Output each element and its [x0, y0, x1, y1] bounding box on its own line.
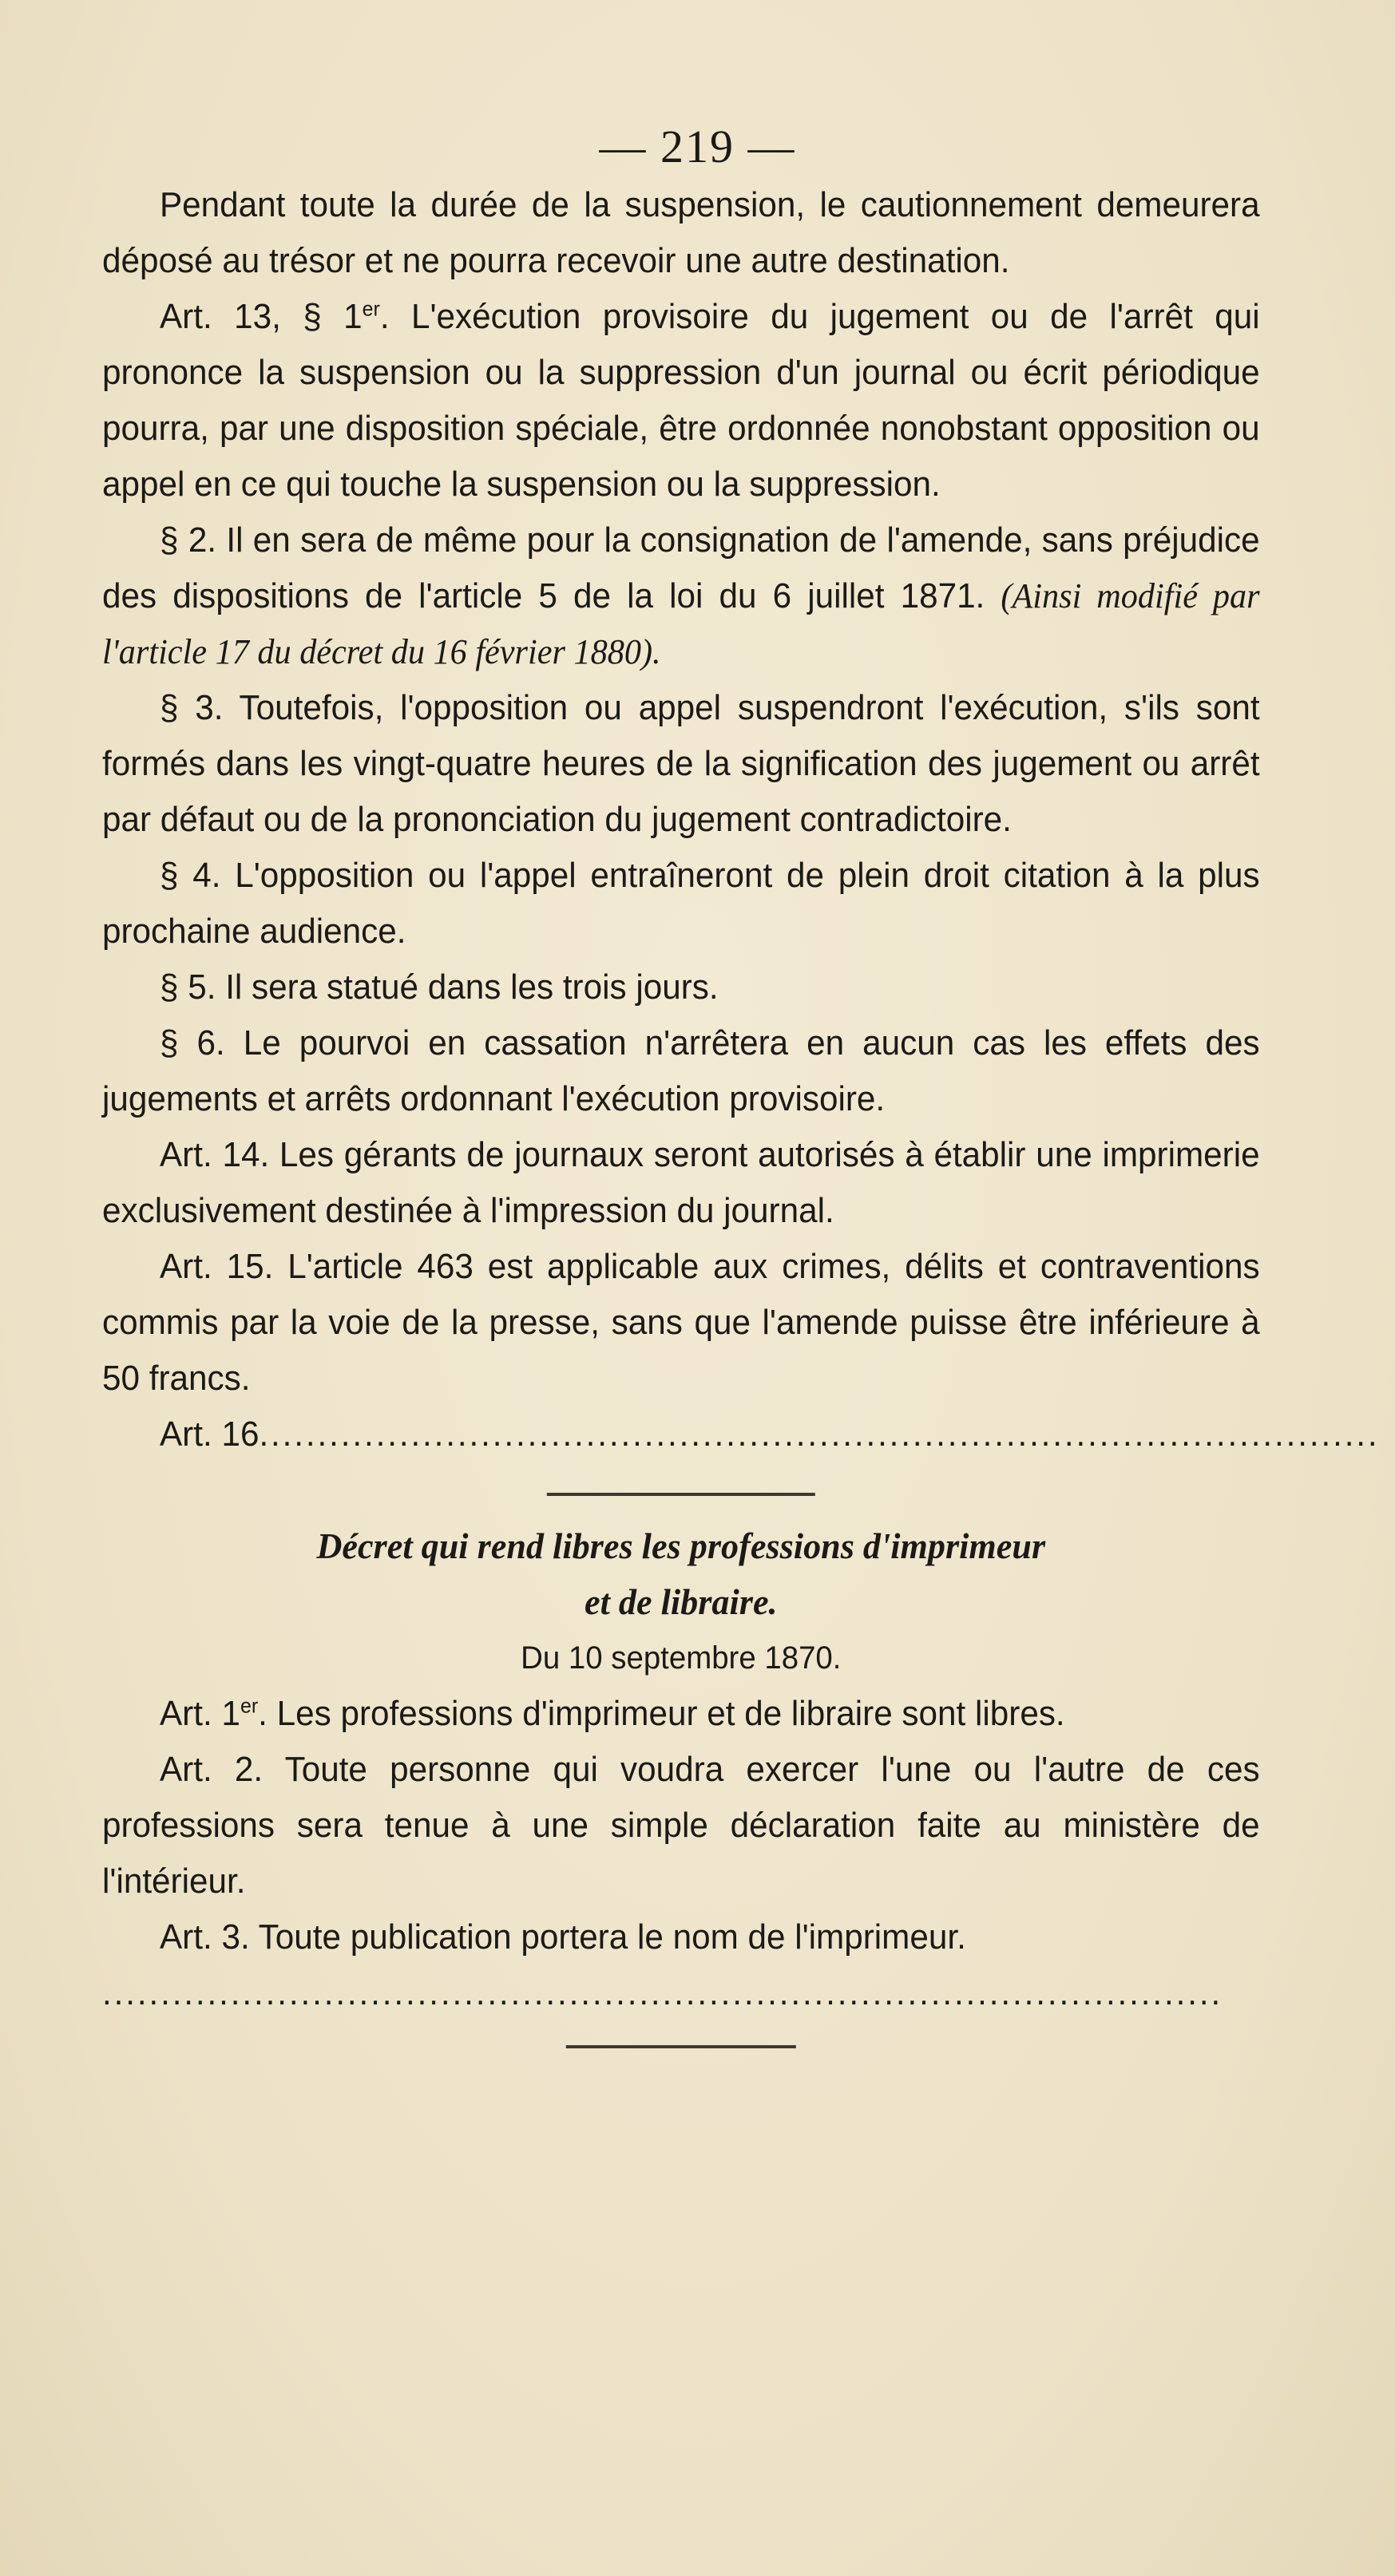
modification-note: (Ainsi modifié par l'article 17 du décret du 16 février 1880). [102, 576, 1260, 671]
decree-art-3: Art. 3. Toute publication portera le nom de l'imprimeur. [160, 1917, 966, 1957]
paragraph-art-13: Art. 13, § 1er. L'exécution provisoire du jugement ou de l'arrêt qui prononce la suspension ou la suppression d'un journal ou écrit périodique pourra, par une disposition spéciale, être ordonnée nonobstant opposition ou appel en ce qui touche la suspension ou la suppression. [102, 296, 1260, 504]
page-number: — 219 — [599, 121, 796, 172]
decree-date: Du 10 septembre 1870. [521, 1640, 842, 1676]
section-divider [547, 1493, 815, 1496]
paragraph-section-5: § 5. Il sera statué dans les trois jours. [160, 967, 719, 1007]
dot-leader-end: ................................................................................................ [102, 1973, 1223, 2012]
paragraph-art-14: Art. 14. Les gérants de journaux seront autorisés à établir une imprimerie exclusivement destinée à l'impression du journal. [102, 1135, 1260, 1230]
end-divider [566, 2045, 796, 2048]
decree-art-2: Art. 2. Toute personne qui voudra exercer l'une ou l'autre de ces professions sera tenue à une simple déclaration faite au ministère de l'intérieur. [102, 1750, 1260, 1901]
paragraph-section-2: § 2. Il en sera de même pour la consignation de l'amende, sans préjudice des dispositions de l'article 5 de la loi du 6 juillet 1871. (Ainsi modifié par l'article 17 du décret du 16 février 1880). [102, 520, 1260, 671]
paragraph-suspension: Pendant toute la durée de la suspension, le cautionnement demeurera déposé au trésor et ne pourra recevoir une autre destination. [102, 185, 1260, 280]
paragraph-section-6: § 6. Le pourvoi en cassation n'arrêtera en aucun cas les effets des jugements et arrêts ordonnant l'exécution provisoire. [102, 1023, 1260, 1118]
paragraph-art-16: Art. 16................................................................................................ [160, 1415, 1380, 1454]
paragraph-art-15: Art. 15. L'article 463 est applicable aux crimes, délits et contraventions commis par la voie de la presse, sans que l'amende puisse être inférieure à 50 francs. [102, 1247, 1260, 1398]
page-body [102, 177, 1380, 2071]
paragraph-section-3: § 3. Toutefois, l'opposition ou appel suspendront l'exécution, s'ils sont formés dans les vingt-quatre heures de la signification des jugement ou arrêt par défaut ou de la prononciation du jugement contradictoire. [102, 688, 1260, 839]
decree-title-line-1: Décret qui rend libres les professions d'imprimeur [316, 1525, 1046, 1566]
dot-leader: ................................................................................................ [259, 1415, 1380, 1454]
decree-title-line-2: et de libraire. [584, 1581, 778, 1622]
decree-art-1: Art. 1er. Les professions d'imprimeur et de libraire sont libres. [160, 1693, 1065, 1733]
paragraph-section-4: § 4. L'opposition ou l'appel entraîneront de plein droit citation à la plus prochaine audience. [102, 856, 1260, 951]
